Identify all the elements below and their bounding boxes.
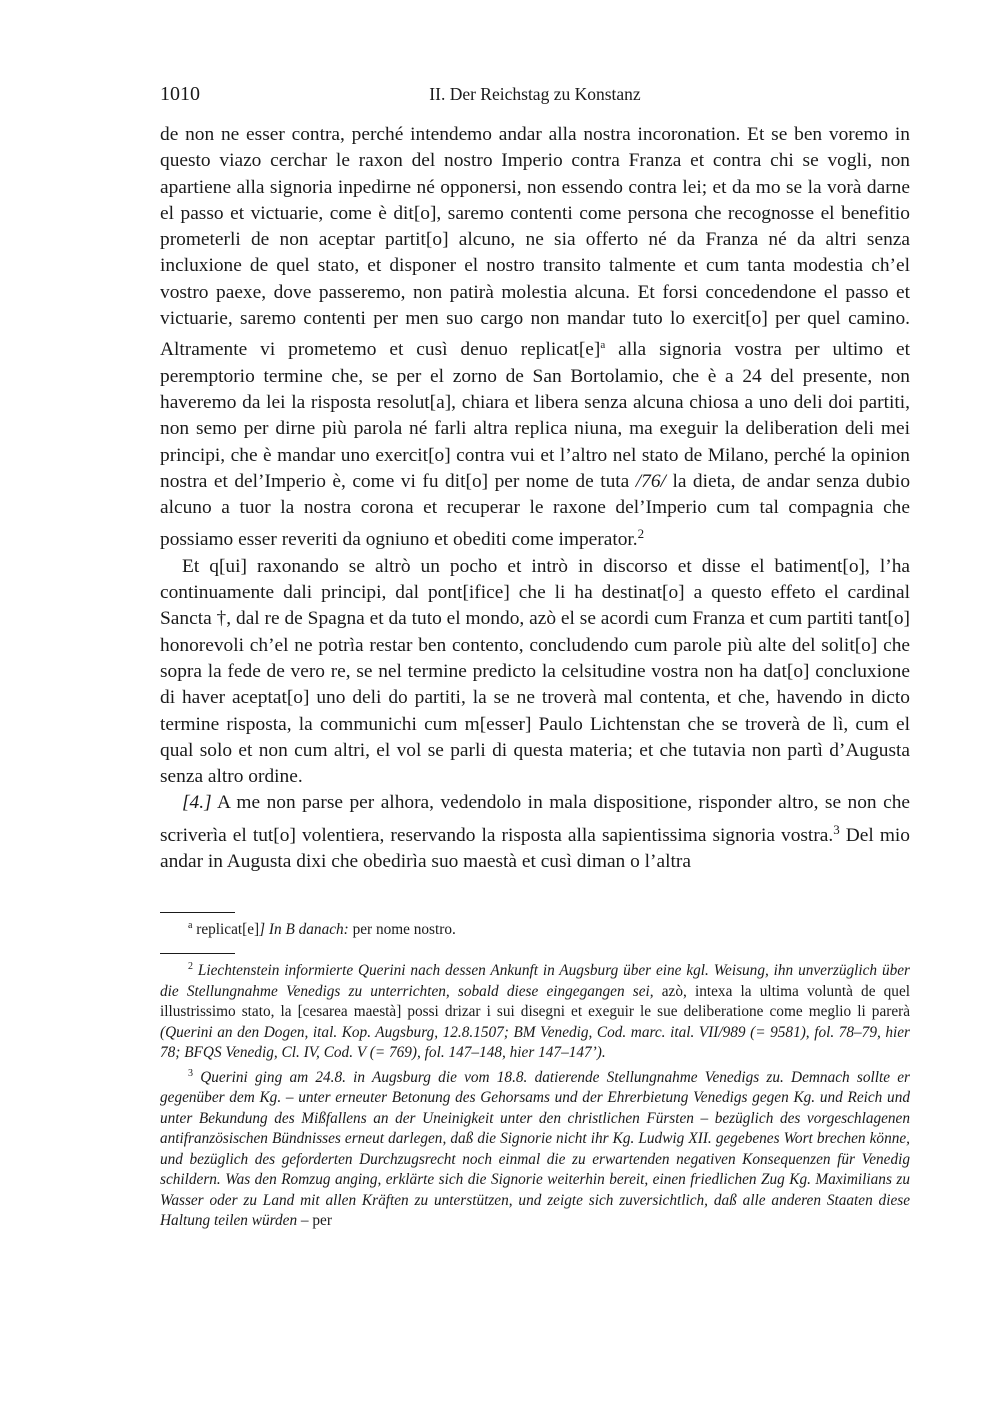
apparatus-entry: $^a$ replicat[e]] In B danach: per nome nostro. [188,920,456,939]
paragraph: [4.] A me non parse per alhora, vedendolo in mala dispositione, risponder altro, se non che scriverìa el tut[o] volentiera, reservando la risposta alla sapientissima signoria vostra.$^3$ Del mio andar in Augusta dixi che obedirìa suo maestà et cusì diman o l’altra [160,792,910,873]
footnote-marker: 3 [833,821,840,837]
footnotes [160,957,910,1232]
page [160,82,910,875]
running-header [160,82,910,106]
main-text [160,122,910,875]
page-number: 1010 [160,83,200,105]
paragraph: Et q[ui] raxonando se altrò un pocho et intrò in discorso et disse el batiment[o], l’ha continuamente dali principi, dal pont[ifice] che li ha destinat[o] a questo effeto el cardinal Sancta †, dal re de Spagna et da tuto el mondo, azò el se acordi cum Franza et cum partiti tant[o] honorevoli ch’el ne potrìa restar ben contento, concludendo cum parole più alte del solit[o] che sopra la fede de vero re, se nel termine predicto la celsitudine vostra non ha dat[o] concluxione di haver aceptat[o] uno deli do partiti, la se ne troverà mal contenta, et che, havendo in dicto termine risposta, la communichi cum m[esser] Paulo Lichtenstan che se troverà de lì, cum el qual solo et non cum altri, el vol se parli di questa materia; et che tutavia non partì d’Augusta senza altro ordine. [160,555,910,788]
section-number: [4.] [182,792,212,814]
apparatus-marker: a [600,339,606,352]
footnote-2: $^2$ Liechtenstein informierte Querini nach dessen Ankunft in Augsburg über eine kgl. Weisung, ihn unverzüglich über die Stellungnahme Venedigs zu unterrichten, sobald diese eingegangen sei, azò, intexa la ultima voluntà de quel illustrissimo stato, la [cesarea maestà] possi drizar i sui disegni et exeguir le sue deliberatione come meglio li parerà (Querini an den Dogen, ital. Kop. Augsburg, 12.8.1507; BM Venedig, Cod. marc. ital. VII/989 (= 9581), fol. 78–79, hier 78; BFQS Venedig, Cl. IV, Cod. V (= 769), fol. 147–148, hier 147–147’). [160,961,910,1062]
running-title: II. Der Reichstag zu Konstanz [429,84,641,104]
footnote-3: $^3$ Querini ging am 24.8. in Augsburg die vom 18.8. datierende Stellungnahme Venedigs zu. Demnach sollte er gegenüber dem Kg. – unter erneuter Betonung des Gehorsams und der Ehrerbietung Venedigs gegen Kg. und Reich und unter Bekundung des Mißfallens an der Uneinigkeit unter den christlichen Fürsten – bezüglich des vorgeschlagenen antifranzösischen Bündnisses erneut darlegen, daß die Signorie nicht ihr Kg. Ludwig XII. gegebenes Wort brechen könne, und bezüglich des geforderten Durchzugsrecht noch einmal die zu erwartenden negativen Konsequenzen für Venedig schildern. Was den Romzug anging, erklärte sich die Signorie weiterhin bereit, einen friedlichen Zug Kg. Maximilians zu Wasser oder zu Land mit allen Kräften zu unterstützen, und zeigte sich zuversichtlich, daß alle anderen Staaten diese Haltung teilen würden – per [160,1067,910,1230]
critical-apparatus [160,916,910,941]
folio-marker: /76/ [635,470,666,492]
paragraph: de non ne esser contra, perché intendemo andar alla nostra incoronation. Et se ben voremo in questo viazo cerchar le raxon del nostro Imperio contra Franza et contra chi se vogli, non apartiene alla signoria inpedirne né opponersi, non essendo contra lei; et da mo se la vorà darne el passo et victuarie, come è dit[o], saremo contenti come persona che recognosse el benefitio prometerli de non aceptar partit[o] alcuno, ne sia offerto né da Franza né da altri senza incluxione de quel stato, et disponer el nostro transito talmente et cum tanta modestia ch’el vostro paexe, dove passeremo, non patirà molestia alcuna. Et forsi concedendone el passo et victuarie, saremo contenti per men suo cargo non mandar tuto lo exercit[o] per quel camino. Altramente vi prometemo et cusì denuo $replicat[e]^a$ alla signoria vostra per ultimo et peremptorio termine che, se per el zorno de San Bortolamio, che è a 24 del presente, non haveremo da lei la risposta resolut[a], chiara et libera senza alcuna chiosa a uno deli doi partiti, non semo per dirne più parola né farli altra replica niuna, ma exeguir la deliberation deli mei principi, che è mandar uno exercit[o] contra vui et l’altro nel stato de Milano, perché la opinion nostra et del’Imperio è, come vi fu dit[o] per nome de tuta /76/ la dieta, de andar senza dubio alcuno a tuor la nostra corona et recuperar le raxone del’Imperio cum tal compagnia che possiamo esser reveriti da ogniuno et obediti come imperator.$^2$ [160,124,911,551]
apparatus-rule [160,912,235,913]
footnote-marker: 2 [637,526,645,542]
footnote-rule [160,953,235,954]
